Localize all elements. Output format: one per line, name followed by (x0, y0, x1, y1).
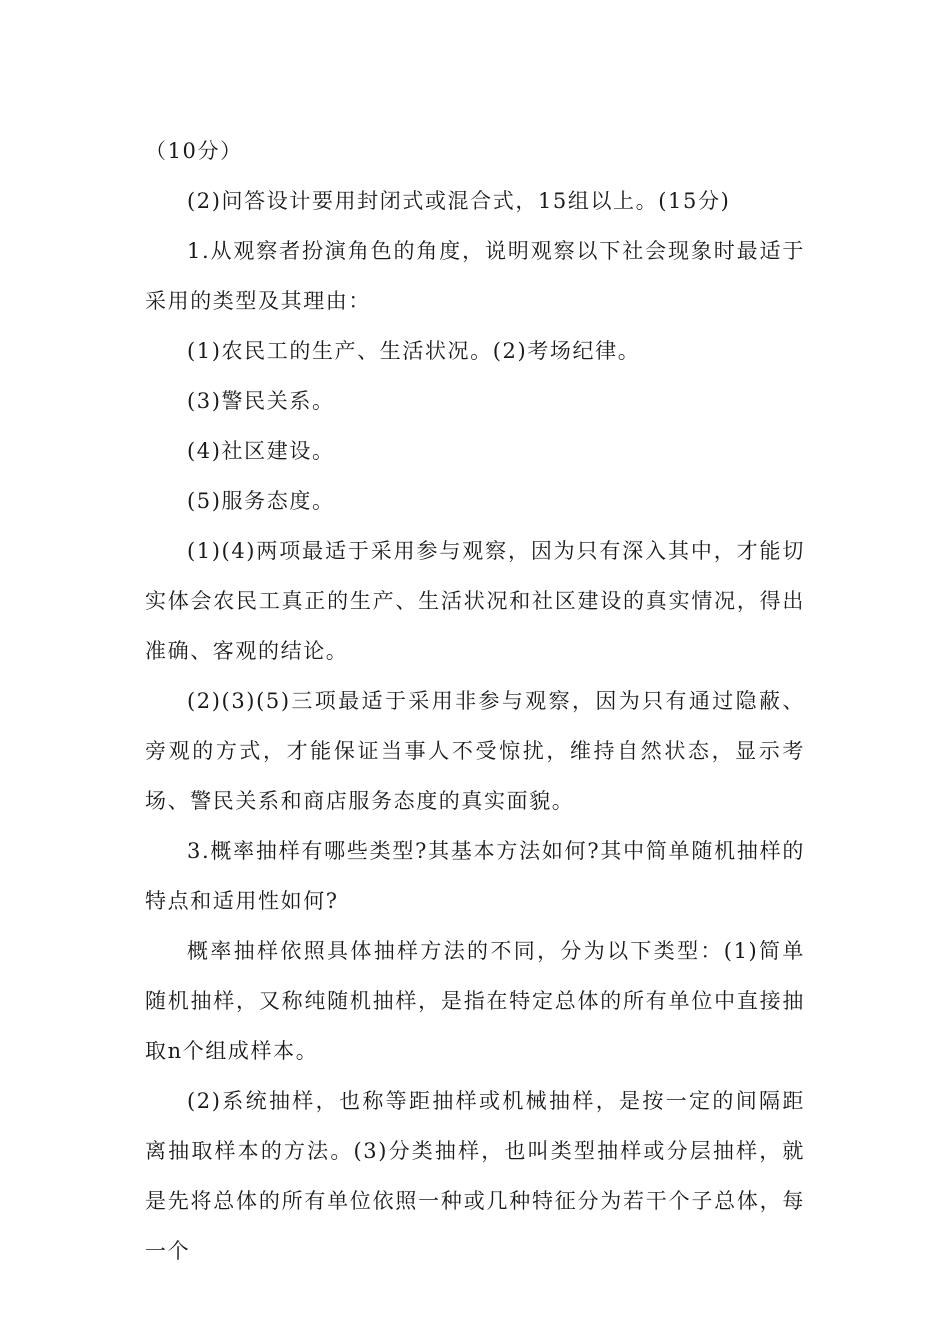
paragraph-sampling-types: 概率抽样依照具体抽样方法的不同，分为以下类型：(1)简单随机抽样，又称纯随机抽样，是指在特定总体的所有单位中直接抽取n个组成样本。 (145, 939, 805, 1063)
paragraph-score-note: （10分） (145, 139, 243, 163)
paragraph-item-4: (4)社区建设。 (187, 439, 335, 463)
paragraph-question-design: (2)问答设计要用封闭式或混合式，15组以上。(15分) (187, 189, 731, 213)
paragraph-answer-nonparticipant: (2)(3)(5)三项最适于采用非参与观察，因为只有通过隐蔽、旁观的方式，才能保证当事人不受惊扰，维持自然状态，显示考场、警民关系和商店服务态度的真实面貌。 (145, 689, 805, 813)
paragraph-item-3: (3)警民关系。 (187, 389, 335, 413)
paragraph-question-3: 3.概率抽样有哪些类型?其基本方法如何?其中简单随机抽样的特点和适用性如何? (145, 839, 805, 913)
paragraph-answer-participant: (1)(4)两项最适于采用参与观察，因为只有深入其中，才能切实体会农民工真正的生产、生活状况和社区建设的真实情况，得出准确、客观的结论。 (145, 539, 805, 663)
paragraph-item-5: (5)服务态度。 (187, 489, 335, 513)
paragraph-question-1: 1.从观察者扮演角色的角度，说明观察以下社会现象时最适于采用的类型及其理由： (145, 239, 805, 313)
document-body (145, 126, 805, 1276)
paragraph-item-1-2: (1)农民工的生产、生活状况。(2)考场纪律。 (187, 339, 641, 363)
paragraph-systematic-sampling: (2)系统抽样，也称等距抽样或机械抽样，是按一定的间隔距离抽取样本的方法。(3)分类抽样，也叫类型抽样或分层抽样，就是先将总体的所有单位依照一种或几种特征分为若干个子总体，每一个 (145, 1089, 805, 1263)
